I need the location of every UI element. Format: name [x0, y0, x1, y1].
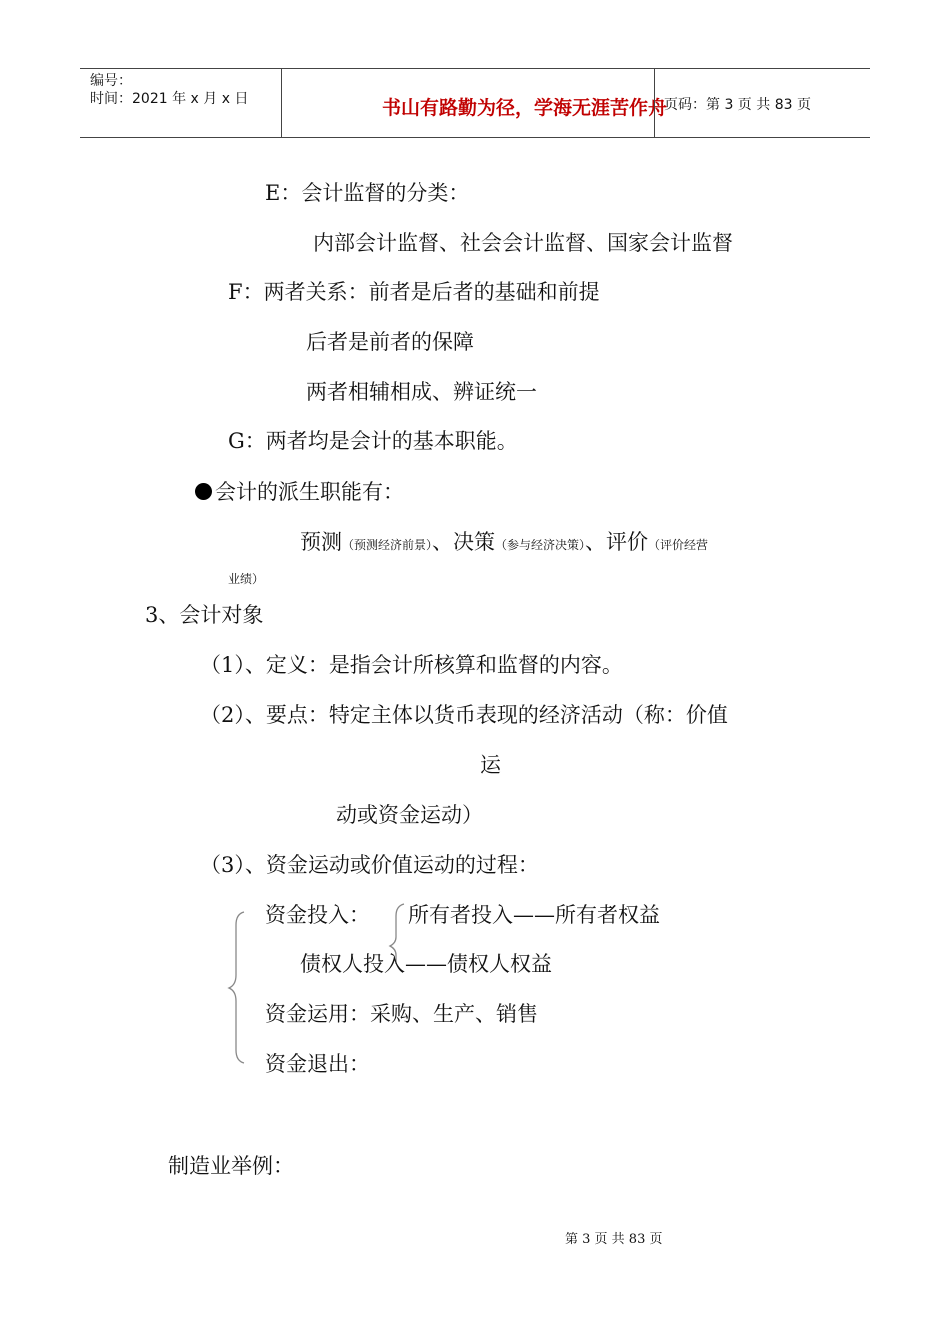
header-page-number: 页码：第 3 页 共 83 页	[664, 97, 811, 113]
predict-term: 预测	[300, 530, 342, 554]
f-sub1: 后者是前者的保障	[306, 330, 474, 354]
derived-title: 会计的派生职能有：	[215, 480, 404, 504]
evaluate-term: 评价	[606, 530, 649, 554]
s3-key-points-cont: 动或资金运动）	[336, 803, 483, 827]
fund-use: 资金运用：采购、生产、销售	[265, 1002, 538, 1026]
separator: 、	[585, 530, 607, 554]
e-sub: 内部会计监督、社会会计监督、国家会计监督	[313, 231, 733, 255]
fund-exit: 资金退出：	[265, 1052, 370, 1076]
e-line: E：会计监督的分类：	[265, 181, 470, 205]
s3-key-points: （2）、要点：特定主体以货币表现的经济活动（称：价值	[200, 703, 728, 727]
footer-page-number: 第 3 页 共 83 页	[565, 1232, 663, 1247]
header-motto: 书山有路勤为径，学海无涯苦作舟	[382, 97, 668, 119]
evaluate-note-cont: 业绩）	[228, 572, 265, 586]
decide-note: （参与经济决策）	[495, 538, 586, 552]
f-line: F：两者关系：前者是后者的基础和前提	[228, 280, 600, 304]
s3-definition: （1）、定义：是指会计所核算和监督的内容。	[200, 653, 623, 677]
fund-investment: 资金投入：	[265, 903, 370, 927]
time-label: 时间：2021 年 x 月 x 日	[90, 91, 249, 107]
manufacturing-example: 制造业举例：	[168, 1154, 294, 1178]
separator: 、	[432, 530, 454, 554]
evaluate-note: （评价经营	[648, 538, 709, 552]
serial-label: 编号：	[90, 73, 132, 89]
g-line: G：两者均是会计的基本职能。	[228, 429, 518, 453]
s3-key-points-wrap: 运	[480, 753, 501, 777]
owner-investment: 所有者投入——所有者权益	[408, 903, 660, 927]
s3-process: （3）、资金运动或价值运动的过程：	[200, 853, 539, 877]
f-sub2: 两者相辅相成、辨证统一	[306, 380, 537, 404]
creditor-investment: 债权人投入——债权人权益	[300, 952, 552, 976]
predict-note: （预测经济前景）	[342, 538, 433, 552]
section-3-heading: 3、会计对象	[145, 603, 264, 627]
decide-term: 决策	[453, 530, 496, 554]
